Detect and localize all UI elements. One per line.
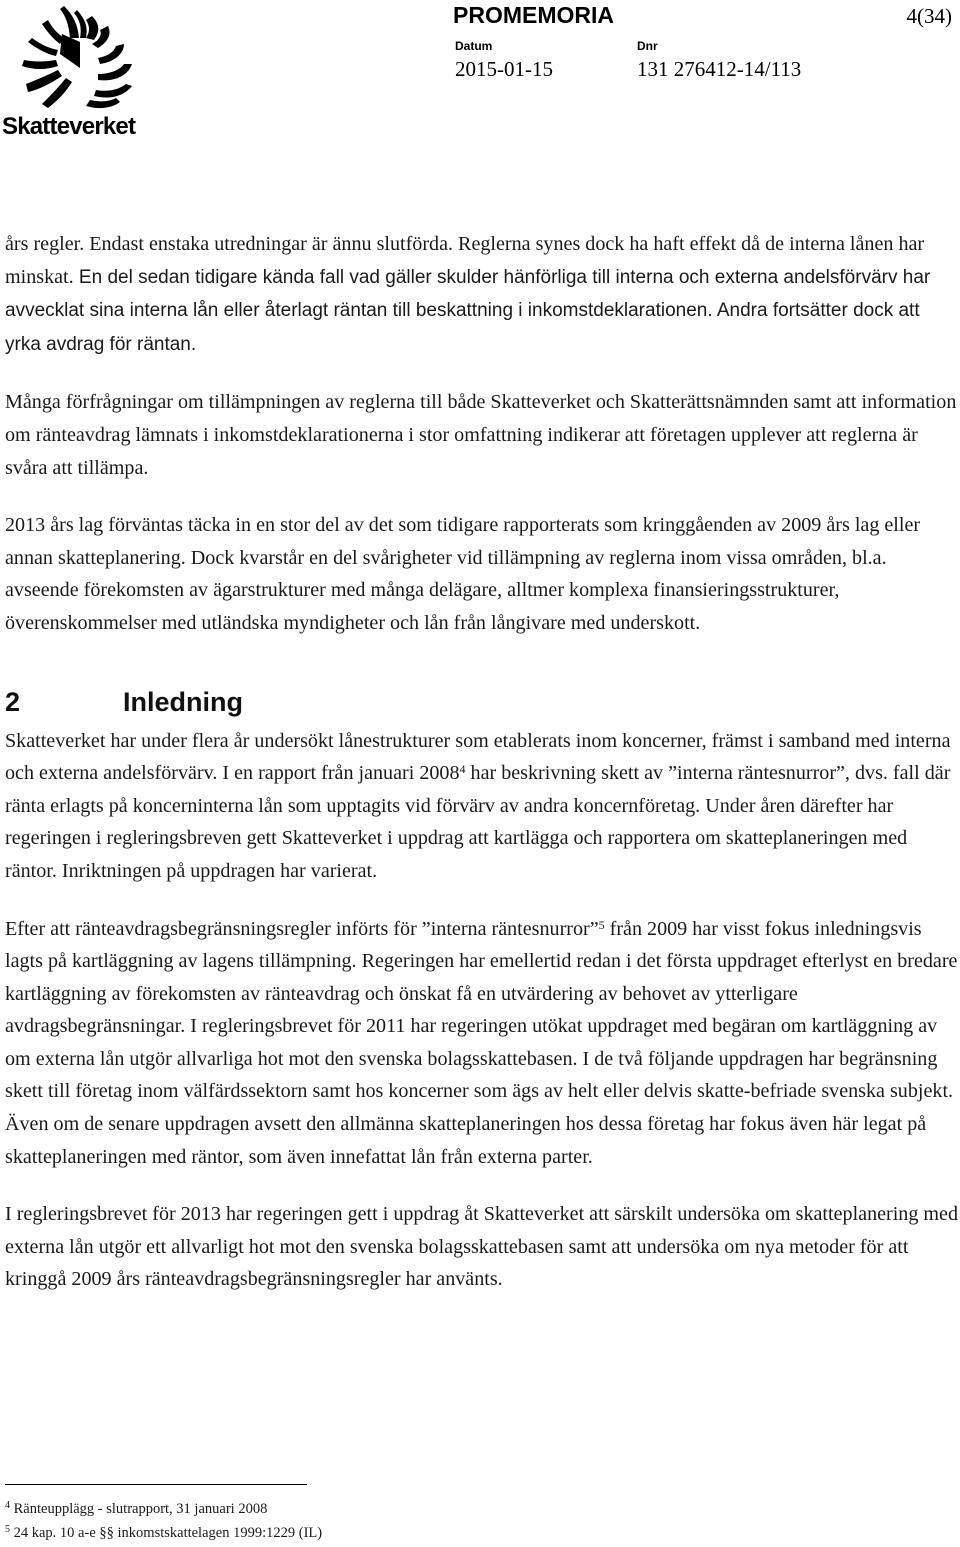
footnote (5, 1524, 322, 1542)
footnote (5, 1500, 267, 1518)
paragraph-text: har beskrivning skett av ”interna räntesnurror”, dvs. fall där ränta erlagts på koncerninterna lån som upptagits vid förvärv av andra koncernföretag. Under åren därefter har regeringen i regleringsbreven gett Skatteverket i uppdrag att kartlägga och rapportera om skatteplaneringen med räntor. Inriktningen på uppdragen har varierat. (5, 762, 951, 882)
skatteverket-logo (0, 0, 160, 145)
logo-wordmark: Skatteverket (2, 113, 136, 140)
section-number: 2 (5, 686, 21, 717)
footnote-number: 5 (5, 1524, 10, 1535)
paragraph: Många förfrågningar om tillämpningen av reglerna till både Skatteverket och Skatterättsnämnden samt att information om ränteavdrag lämnats i inkomstdeklarationerna i stor omfattning indikerar att företagen upplever att reglerna är svåra att tillämpa. (5, 391, 957, 479)
section-heading (5, 686, 960, 718)
paragraph: I regleringsbrevet för 2013 har regeringen gett i uppdrag åt Skatteverket att särskilt undersöka om skatteplanering med externa lån utgör ett allvarligt hot mot den svenska bolagsskattebasen samt att undersöka om nya metoder för att kringgå 2009 års ränteavdragsbegränsningsregler har använts. (5, 1203, 959, 1291)
page-number: 4(34) (906, 4, 952, 28)
footnote-separator (5, 1484, 307, 1485)
paragraph-text: Efter att ränteavdragsbegränsningsregler införts för ”interna räntesnurror” (5, 917, 599, 940)
paragraph-text: från 2009 har visst fokus inledningsvis lagts på kartläggning av lagens tillämpning. Regeringen har emellertid redan i det första uppdraget efterlyst en bredare kartläggning av förekomsten av ränteavdrag och önskat få en utvärdering av behovet av ytterligare avdragsbegränsningar. I regleringsbrevet för 2011 har regeringen utökat uppdraget med begäran om kartläggning av om externa lån utgör allvarliga hot mot den svenska bolagsskattebasen. I de två följande uppdragen har begränsning skett till företag inom välfärdssektorn samt hos koncerner som ägs av helt eller delvis skatte-befriade svenska subjekt. Även om de senare uppdragen avsett den allmänna skatteplaneringen hos dessa företag har fokus även här legat på skatteplaneringen med räntor, som även innefattat lån från externa parter. (5, 917, 958, 1168)
footnote-ref[interactable]: 5 (598, 917, 605, 932)
date-value: 2015-01-15 (455, 57, 553, 81)
paragraph (5, 725, 960, 888)
footnote-text: Ränteupplägg - slutrapport, 31 januari 2008 (13, 1501, 268, 1517)
section-title: Inledning (123, 686, 243, 717)
paragraph-text: års regler. Endast enstaka utredningar är ännu slutförda. Reglerna synes dock ha haft effekt då de interna lånen har minskat. (5, 233, 925, 288)
paragraph-text-sans: En del sedan tidigare kända fall vad gäller skulder hänförliga till interna och externa andelsförvärv har avvecklat sina interna lån eller återlagt räntan till beskattning i inkomstdeklarationen. Andra fortsätter dock att yrka avdrag för räntan. (5, 266, 931, 355)
footnote-text: 24 kap. 10 a-e §§ inkomstskattelagen 1999:1229 (IL) (13, 1525, 323, 1541)
paragraph (5, 913, 960, 1174)
footnote-ref[interactable]: 4 (459, 762, 466, 777)
paragraph-text: Skatteverket har under flera år undersökt lånestrukturer som etablerats inom koncerner, främst i samband med interna och externa andelsförvärv. I en rapport från januari 2008 (5, 729, 951, 785)
skatteverket-crown-logo-icon (20, 4, 140, 112)
paragraph: 2013 års lag förväntas täcka in en stor del av det som tidigare rapporterats som kringgåenden av 2009 års lag eller annan skatteplanering. Dock kvarstår en del svårigheter vid tillämpning av reglerna inom vissa områden, bl.a. avseende förekomsten av ägarstrukturer med många delägare, alltmer komplexa finansieringsstrukturer, överenskommelser med utländska myndigheter och lån från långivare med underskott. (5, 514, 921, 634)
dnr-label: Dnr (637, 39, 658, 53)
paragraph (5, 228, 960, 361)
footnote-number: 4 (5, 1500, 10, 1511)
document-body (5, 228, 960, 1321)
document-type: PROMEMORIA (453, 2, 614, 28)
date-label: Datum (455, 39, 493, 53)
dnr-value: 131 276412-14/113 (637, 57, 802, 81)
